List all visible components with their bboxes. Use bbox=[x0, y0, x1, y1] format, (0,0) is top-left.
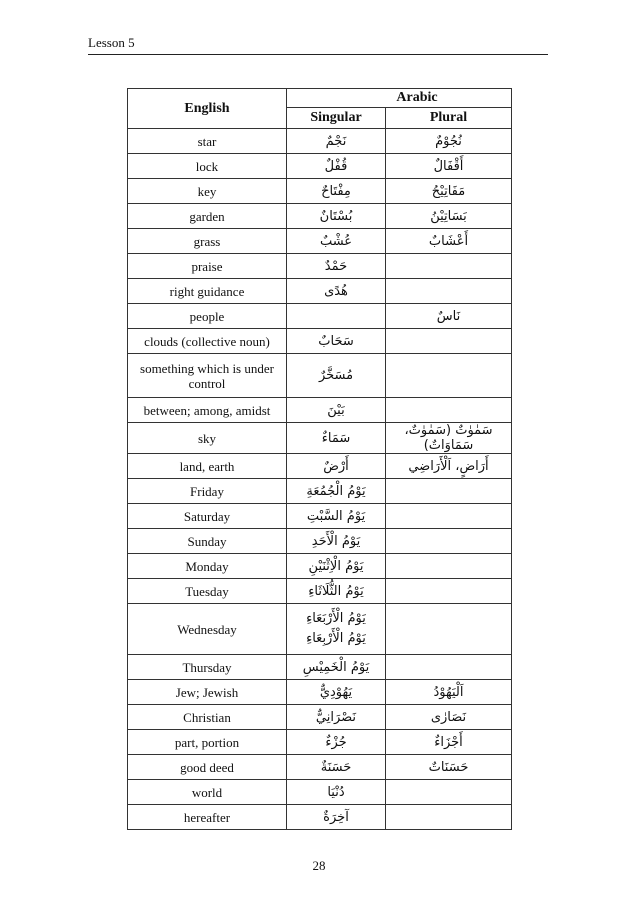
singular-cell: يَوْمُ الْجُمُعَةِ bbox=[287, 479, 386, 504]
singular-cell: نَجْمٌ bbox=[287, 129, 386, 154]
plural-cell: سَمٰوٰتٌ (سَمٰوٰتٌ، سَمَاوَاتٌ) bbox=[386, 423, 512, 454]
table-row bbox=[128, 154, 512, 179]
table-row bbox=[128, 304, 512, 329]
table-row bbox=[128, 579, 512, 604]
plural-cell bbox=[386, 780, 512, 805]
table-row bbox=[128, 254, 512, 279]
singular-cell: يَهُوْدِيٌّ bbox=[287, 680, 386, 705]
column-header-plural: Plural bbox=[386, 108, 512, 129]
table-row bbox=[128, 805, 512, 830]
table-row bbox=[128, 655, 512, 680]
singular-cell bbox=[287, 304, 386, 329]
column-header-english: English bbox=[128, 89, 287, 129]
running-header: Lesson 5 bbox=[88, 35, 135, 50]
table-row bbox=[128, 604, 512, 655]
plural-cell: نَاسٌ bbox=[386, 304, 512, 329]
singular-cell: حَمْدٌ bbox=[287, 254, 386, 279]
plural-cell: نَصَارٰى bbox=[386, 705, 512, 730]
plural-cell: حَسَنَاتٌ bbox=[386, 755, 512, 780]
english-cell: Christian bbox=[128, 705, 287, 730]
singular-cell: يَوْمُ الثُّلَاثَاءِ bbox=[287, 579, 386, 604]
singular-cell: يَوْمُ الْأَحَدِ bbox=[287, 529, 386, 554]
column-header-singular: Singular bbox=[287, 108, 386, 129]
table-row bbox=[128, 179, 512, 204]
column-header-arabic: Arabic bbox=[287, 89, 512, 108]
plural-cell: مَفَاتِيْحُ bbox=[386, 179, 512, 204]
plural-cell bbox=[386, 655, 512, 680]
table-row bbox=[128, 554, 512, 579]
english-cell: Sunday bbox=[128, 529, 287, 554]
table-row bbox=[128, 529, 512, 554]
english-cell: people bbox=[128, 304, 287, 329]
plural-cell: نُجُوْمٌ bbox=[386, 129, 512, 154]
plural-cell bbox=[386, 805, 512, 830]
english-cell: Jew; Jewish bbox=[128, 680, 287, 705]
plural-cell: أَقْفَالٌ bbox=[386, 154, 512, 179]
plural-cell bbox=[386, 579, 512, 604]
singular-cell: عُشْبٌ bbox=[287, 229, 386, 254]
singular-cell: يَوْمُ الْاِثْنَيْنِ bbox=[287, 554, 386, 579]
plural-cell bbox=[386, 554, 512, 579]
english-cell: key bbox=[128, 179, 287, 204]
plural-cell bbox=[386, 279, 512, 304]
singular-cell bbox=[287, 604, 386, 655]
table-row bbox=[128, 780, 512, 805]
english-cell: world bbox=[128, 780, 287, 805]
vocabulary-table bbox=[127, 88, 512, 830]
english-cell: hereafter bbox=[128, 805, 287, 830]
singular-cell: هُدًى bbox=[287, 279, 386, 304]
table-row bbox=[128, 705, 512, 730]
english-cell: Friday bbox=[128, 479, 287, 504]
singular-variant: يَوْمُ الْأَرْبَعَاءِ bbox=[306, 611, 366, 626]
english-cell: grass bbox=[128, 229, 287, 254]
singular-cell: نَصْرَانِيٌّ bbox=[287, 705, 386, 730]
english-cell: sky bbox=[128, 423, 287, 454]
english-cell: Tuesday bbox=[128, 579, 287, 604]
plural-cell bbox=[386, 329, 512, 354]
singular-cell: بُسْتَانٌ bbox=[287, 204, 386, 229]
table-row bbox=[128, 204, 512, 229]
plural-cell bbox=[386, 479, 512, 504]
singular-variant: يَوْمُ الْأَرْبِعَاءِ bbox=[306, 631, 366, 646]
plural-cell bbox=[386, 354, 512, 398]
table-row bbox=[128, 279, 512, 304]
plural-cell bbox=[386, 398, 512, 423]
singular-cell: جُزْءٌ bbox=[287, 730, 386, 755]
english-cell: something which is under control bbox=[128, 354, 287, 398]
plural-cell: أَجْزَاءٌ bbox=[386, 730, 512, 755]
table-row bbox=[128, 329, 512, 354]
english-cell: part, portion bbox=[128, 730, 287, 755]
singular-cell: أَرْضٌ bbox=[287, 454, 386, 479]
table-row bbox=[128, 354, 512, 398]
english-cell: Saturday bbox=[128, 504, 287, 529]
singular-cell: مِفْتَاحٌ bbox=[287, 179, 386, 204]
table-row bbox=[128, 454, 512, 479]
plural-cell bbox=[386, 604, 512, 655]
singular-cell: سَمَاءٌ bbox=[287, 423, 386, 454]
table-row bbox=[128, 730, 512, 755]
plural-cell: أَرَاضٍ، اَلْأَرَاضِي bbox=[386, 454, 512, 479]
english-cell: clouds (collective noun) bbox=[128, 329, 287, 354]
table-row bbox=[128, 504, 512, 529]
english-cell: lock bbox=[128, 154, 287, 179]
singular-cell: يَوْمُ السَّبْتِ bbox=[287, 504, 386, 529]
english-cell: good deed bbox=[128, 755, 287, 780]
english-cell: between; among, amidst bbox=[128, 398, 287, 423]
english-cell: land, earth bbox=[128, 454, 287, 479]
plural-cell: اَلْيَهُوْدُ bbox=[386, 680, 512, 705]
table-row bbox=[128, 479, 512, 504]
table-row bbox=[128, 229, 512, 254]
plural-cell bbox=[386, 504, 512, 529]
singular-cell: مُسَخَّرٌ bbox=[287, 354, 386, 398]
english-cell: right guidance bbox=[128, 279, 287, 304]
english-cell: Wednesday bbox=[128, 604, 287, 655]
singular-cell: يَوْمُ الْخَمِيْسِ bbox=[287, 655, 386, 680]
table-row bbox=[128, 755, 512, 780]
english-cell: praise bbox=[128, 254, 287, 279]
singular-cell: آخِرَةٌ bbox=[287, 805, 386, 830]
table-row bbox=[128, 423, 512, 454]
singular-cell: حَسَنَةٌ bbox=[287, 755, 386, 780]
singular-cell: بَيْنَ bbox=[287, 398, 386, 423]
english-cell: garden bbox=[128, 204, 287, 229]
english-cell: star bbox=[128, 129, 287, 154]
singular-cell: سَحَابٌ bbox=[287, 329, 386, 354]
table-row bbox=[128, 398, 512, 423]
singular-cell: دُنْيَا bbox=[287, 780, 386, 805]
plural-cell: أَعْشَابٌ bbox=[386, 229, 512, 254]
plural-cell bbox=[386, 254, 512, 279]
table-row bbox=[128, 680, 512, 705]
page-number: 28 bbox=[312, 858, 326, 873]
plural-cell bbox=[386, 529, 512, 554]
header-rule bbox=[88, 54, 548, 55]
english-cell: Monday bbox=[128, 554, 287, 579]
plural-cell: بَسَاتِيْنُ bbox=[386, 204, 512, 229]
english-cell: Thursday bbox=[128, 655, 287, 680]
singular-cell: قُفْلٌ bbox=[287, 154, 386, 179]
table-row bbox=[128, 129, 512, 154]
